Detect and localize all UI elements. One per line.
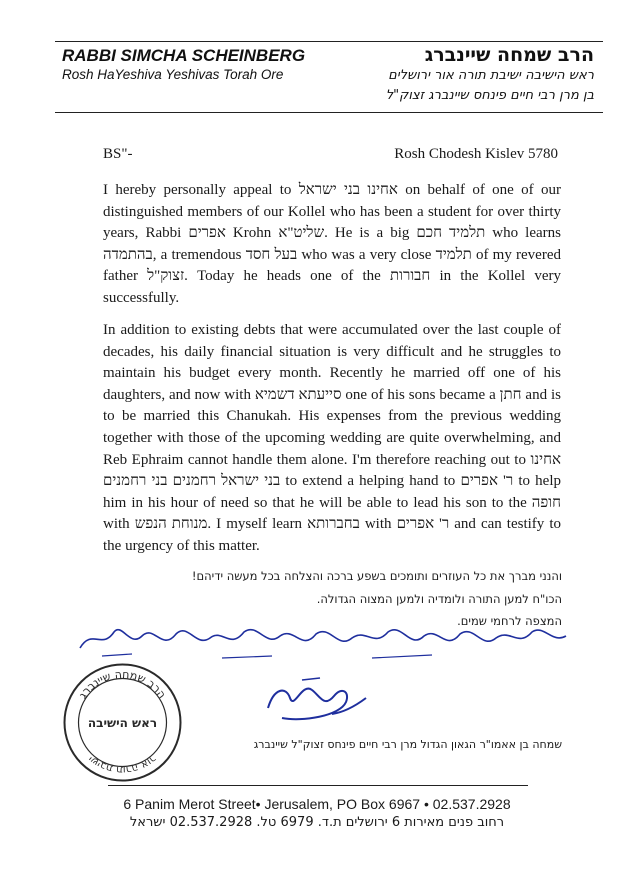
signatory-name-he: שמחה בן אאמו"ר הגאון הגדול מרן רבי חיים פינחס זצוק"ל שיינברג [253, 738, 562, 751]
letter-paragraph-2: In addition to existing debts that were accumulated over the last couple of decades, his daily financial situation is very difficult and he struggles to maintain his budget every month. Recently he married off one of his daughters, and now with סייעתא דשמיא one of his sons became a חתן and is to be married this Chanukah. His expenses from the previous wedding together with those of the upcoming wedding are quite overwhelming, and Reb Ephraim cannot handle them alone. I'm therefore reaching out to אחינו בני ישראל רחמנים בני רחמנים to extend a helping hand to ר' אפרים to help him in his hour of need so that he will be able to lead his son to the חופה with מנוחת הנפש. I myself learn בחברותא with ר' אפרים and can testify to the urgency of this matter. [103, 322, 561, 554]
handwritten-signature-line [72, 618, 572, 662]
letterhead-name-he: הרב שמחה שיינברג [424, 44, 594, 66]
footer-address-he: רחוב פנים מאירות 6 ירושלים ת.ד. 6979 טל. 02.537.2928 ישראל [129, 815, 505, 830]
footer-address-en: 6 Panim Merot Street• Jerusalem, PO Box 6967 • 02.537.2928 [123, 796, 511, 812]
letterhead-name-en: RABBI SIMCHA SCHEINBERG [62, 46, 306, 65]
closing-blessing-he: והנני מברך את כל העוזרים ותומכים בשפע ברכה והצלחה בכל מעשה ידיהם! [191, 569, 562, 583]
letterhead-title-en: Rosh HaYeshiva Yeshivas Torah Ore [62, 67, 284, 82]
signature-scribble [262, 668, 372, 728]
closing-hope-he: המצפה לרחמי שמים. [457, 614, 562, 628]
stamp-text-bottom: ישיבת תורה אור [86, 752, 159, 776]
letterhead-title-he: ראש הישיבה ישיבת תורה אור ירושלים [388, 68, 594, 83]
rabbinical-stamp [60, 660, 185, 785]
stamp-text-center: ראש הישיבה [87, 716, 158, 730]
letter-paragraph-1: I hereby personally appeal to אחינו בני ישראל on behalf of one of our distinguished members of our Kollel who has been a student for over thirty years, Rabbi אפרים Krohn שליט"א. He is a big תלמיד חכם who learns בהתמדה, a tremendous בעל חסד who was a very close תלמיד of my revered father זצוק"ל. Today he heads one of the חבורות in the Kollel very successfully. [103, 182, 562, 306]
svg-text:הרב שמחה שיינברג [76, 668, 168, 701]
letter-date: Rosh Chodesh Kislev 5780 [394, 146, 558, 162]
svg-text:ישיבת תורה אור [87, 753, 158, 775]
header-rule-bottom [55, 112, 603, 113]
letter-salutation: BS"- [103, 146, 133, 162]
footer-rule [108, 785, 528, 786]
closing-dedication-he: הכו"ח למען התורה ולומדיה ולמען המצוה הגדולה. [316, 592, 562, 606]
header-rule-top [55, 41, 603, 42]
letterhead-lineage-he: בן מרן רבי חיים פינחס שיינברג זצוק"ל [385, 88, 594, 103]
handwritten-script-stroke [80, 630, 566, 648]
stamp-text-top: הרב שמחה שיינברג [76, 667, 169, 701]
